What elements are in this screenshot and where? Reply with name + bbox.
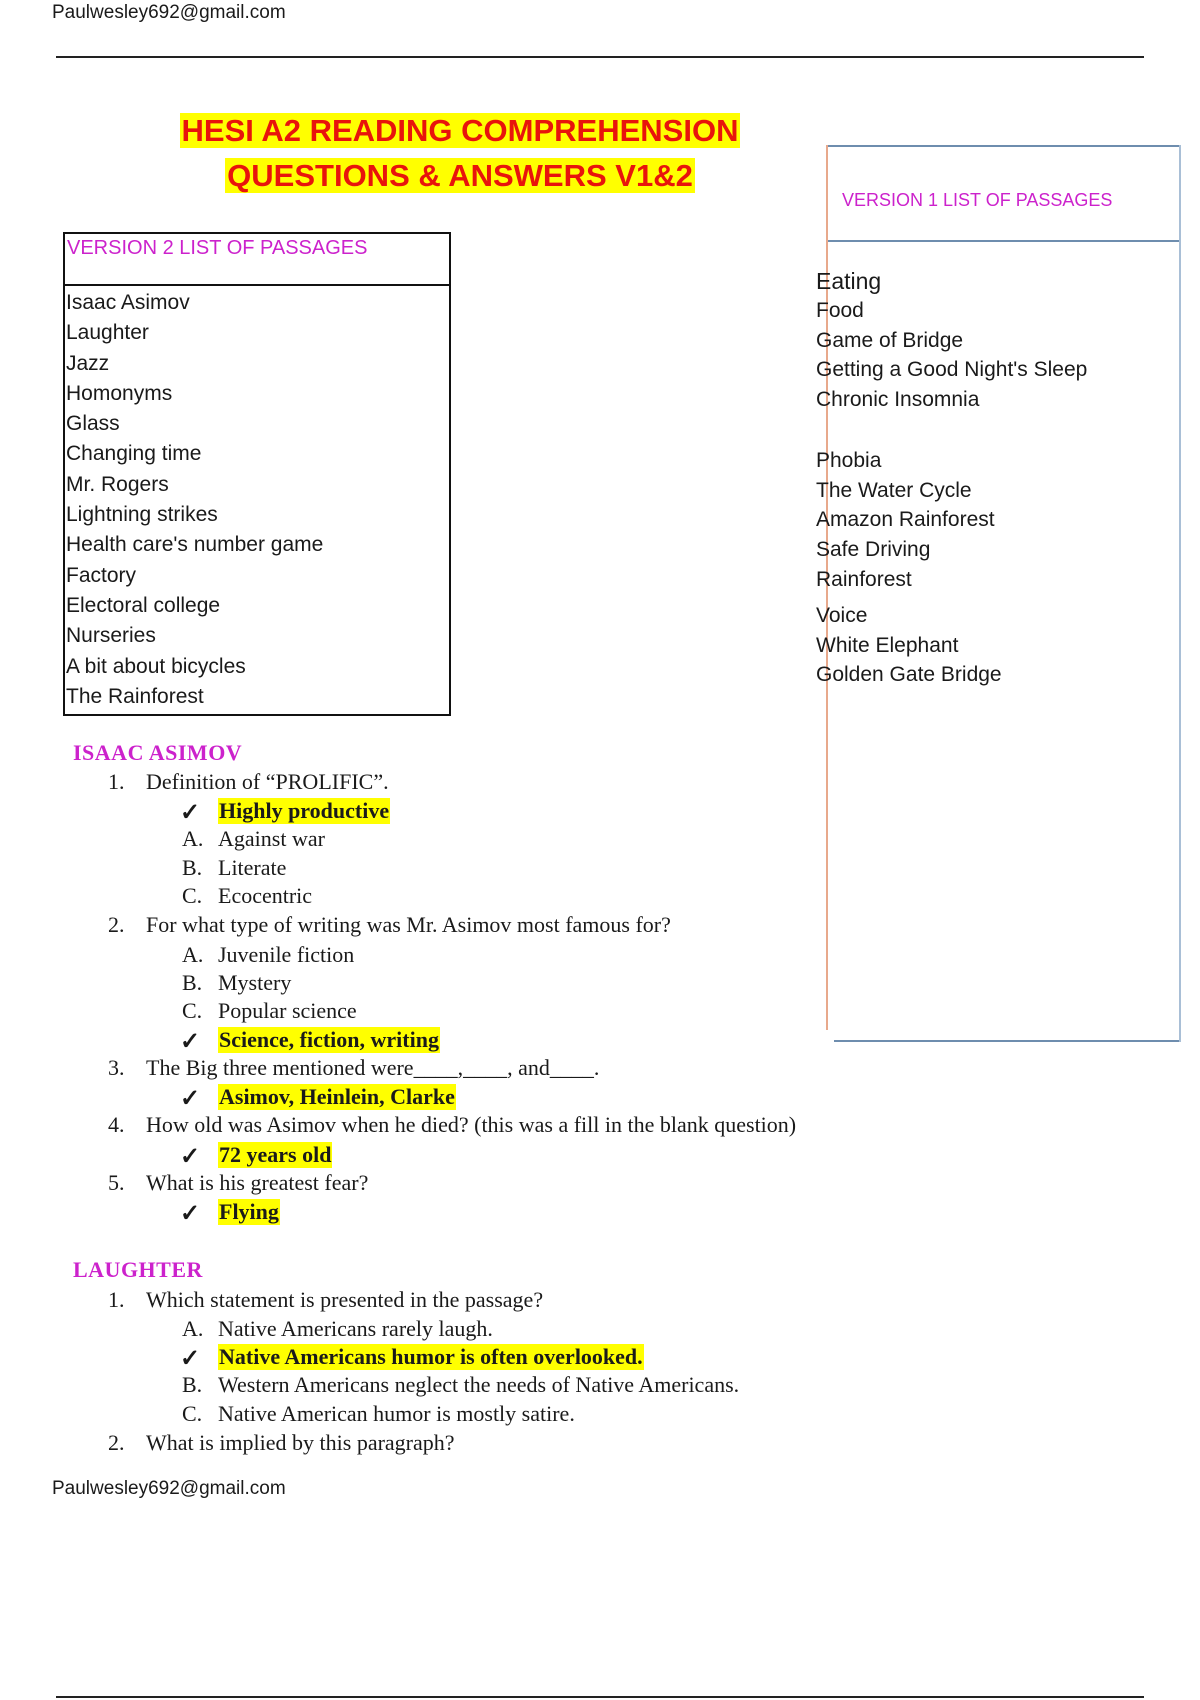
list-item: The Rainforest [66, 684, 204, 708]
section-title-isaac-asimov: ISAAC ASIMOV [73, 740, 243, 765]
footer-email: Paulwesley692@gmail.com [52, 1478, 286, 1499]
option-letter: A. [182, 826, 204, 851]
answer-text: 72 years old [219, 1142, 332, 1167]
version2-heading: VERSION 2 LIST OF PASSAGES [65, 234, 449, 286]
question-text: What is his greatest fear? [146, 1170, 369, 1195]
version2-passage-list [63, 232, 451, 716]
question-text: Which statement is presented in the passage? [146, 1287, 544, 1312]
check-icon: ✓ [180, 1029, 201, 1055]
question-number: 2. [108, 1430, 125, 1455]
check-icon: ✓ [180, 1144, 201, 1170]
list-item: Isaac Asimov [66, 291, 190, 314]
question-number: 5. [108, 1170, 125, 1195]
section-title-laughter: LAUGHTER [73, 1257, 203, 1282]
list-item: Electoral college [66, 593, 221, 617]
list-item: Nurseries [66, 624, 156, 648]
list-item: Voice [816, 604, 868, 627]
option-text: Mystery [218, 970, 292, 995]
option-text: Literate [218, 855, 287, 880]
list-item: White Elephant [816, 634, 959, 657]
option-letter: C. [182, 883, 203, 908]
header-email: Paulwesley692@gmail.com [52, 2, 286, 23]
header-rule [56, 56, 1144, 58]
list-item: Glass [66, 412, 120, 436]
version1-heading: VERSION 1 LIST OF PASSAGES [842, 190, 1113, 210]
list-item: The Water Cycle [816, 479, 972, 502]
answer-text: Asimov, Heinlein, Clarke [219, 1084, 455, 1109]
question-text: The Big three mentioned were____,____, and____. [146, 1055, 600, 1080]
question-number: 1. [108, 1287, 125, 1312]
question-number: 4. [108, 1112, 125, 1137]
list-item: Changing time [66, 442, 202, 466]
answer-text: Flying [219, 1199, 279, 1224]
question-number: 1. [108, 769, 125, 794]
question-number: 3. [108, 1055, 125, 1080]
list-item: Amazon Rainforest [816, 508, 995, 531]
list-item: Getting a Good Night's Sleep [816, 358, 1088, 381]
frame-right-border [1179, 145, 1181, 1042]
option-letter: A. [182, 1316, 204, 1341]
frame-bottom-border [834, 1040, 1181, 1042]
question-text: Definition of “PROLIFIC”. [146, 769, 389, 794]
answer-text: Science, fiction, writing [219, 1027, 439, 1052]
page-title [150, 108, 770, 198]
option-text: Western Americans neglect the needs of Native Americans. [218, 1372, 740, 1397]
list-item: Jazz [66, 351, 110, 375]
list-item: Lightning strikes [66, 503, 218, 527]
list-item: Health care's number game [66, 533, 324, 557]
option-letter: A. [182, 942, 204, 967]
answer-text: Native Americans humor is often overlooked. [219, 1344, 643, 1369]
list-item: Chronic Insomnia [816, 388, 980, 411]
option-letter: B. [182, 970, 203, 995]
list-item: Safe Driving [816, 538, 931, 561]
question-number: 2. [108, 912, 125, 937]
list-item: Food [816, 299, 864, 322]
check-icon: ✓ [180, 1086, 201, 1112]
title-line-1: HESI A2 READING COMPREHENSION [181, 113, 739, 148]
list-item: Factory [66, 563, 137, 587]
option-letter: B. [182, 1372, 203, 1397]
option-letter: C. [182, 998, 203, 1023]
option-text: Ecocentric [218, 883, 313, 908]
option-text: Juvenile fiction [218, 942, 355, 967]
option-text: Against war [218, 826, 325, 851]
option-text: Popular science [218, 998, 357, 1023]
list-item: Laughter [66, 321, 149, 345]
frame-top-border [826, 145, 1181, 147]
list-item: Eating [816, 268, 882, 294]
footer-rule [56, 1696, 1144, 1698]
list-item: A bit about bicycles [66, 654, 246, 678]
title-line-2: QUESTIONS & ANSWERS V1&2 [227, 158, 693, 193]
list-item: Homonyms [66, 381, 173, 405]
question-text: For what type of writing was Mr. Asimov most famous for? [146, 912, 671, 937]
option-letter: B. [182, 855, 203, 880]
list-item: Mr. Rogers [66, 472, 169, 496]
check-icon: ✓ [180, 1201, 201, 1227]
frame-heading-divider [826, 240, 1181, 242]
list-item: Rainforest [816, 568, 912, 591]
list-item: Phobia [816, 449, 882, 472]
list-item: Game of Bridge [816, 329, 964, 352]
option-letter: C. [182, 1401, 203, 1426]
check-icon: ✓ [180, 1346, 201, 1372]
list-item: Golden Gate Bridge [816, 663, 1002, 686]
question-text: What is implied by this paragraph? [146, 1430, 455, 1455]
option-text: Native American humor is mostly satire. [218, 1401, 575, 1426]
check-icon: ✓ [180, 800, 201, 826]
answer-text: Highly productive [219, 798, 390, 823]
question-text: How old was Asimov when he died? (this was a fill in the blank question) [146, 1112, 797, 1137]
option-text: Native Americans rarely laugh. [218, 1316, 493, 1341]
